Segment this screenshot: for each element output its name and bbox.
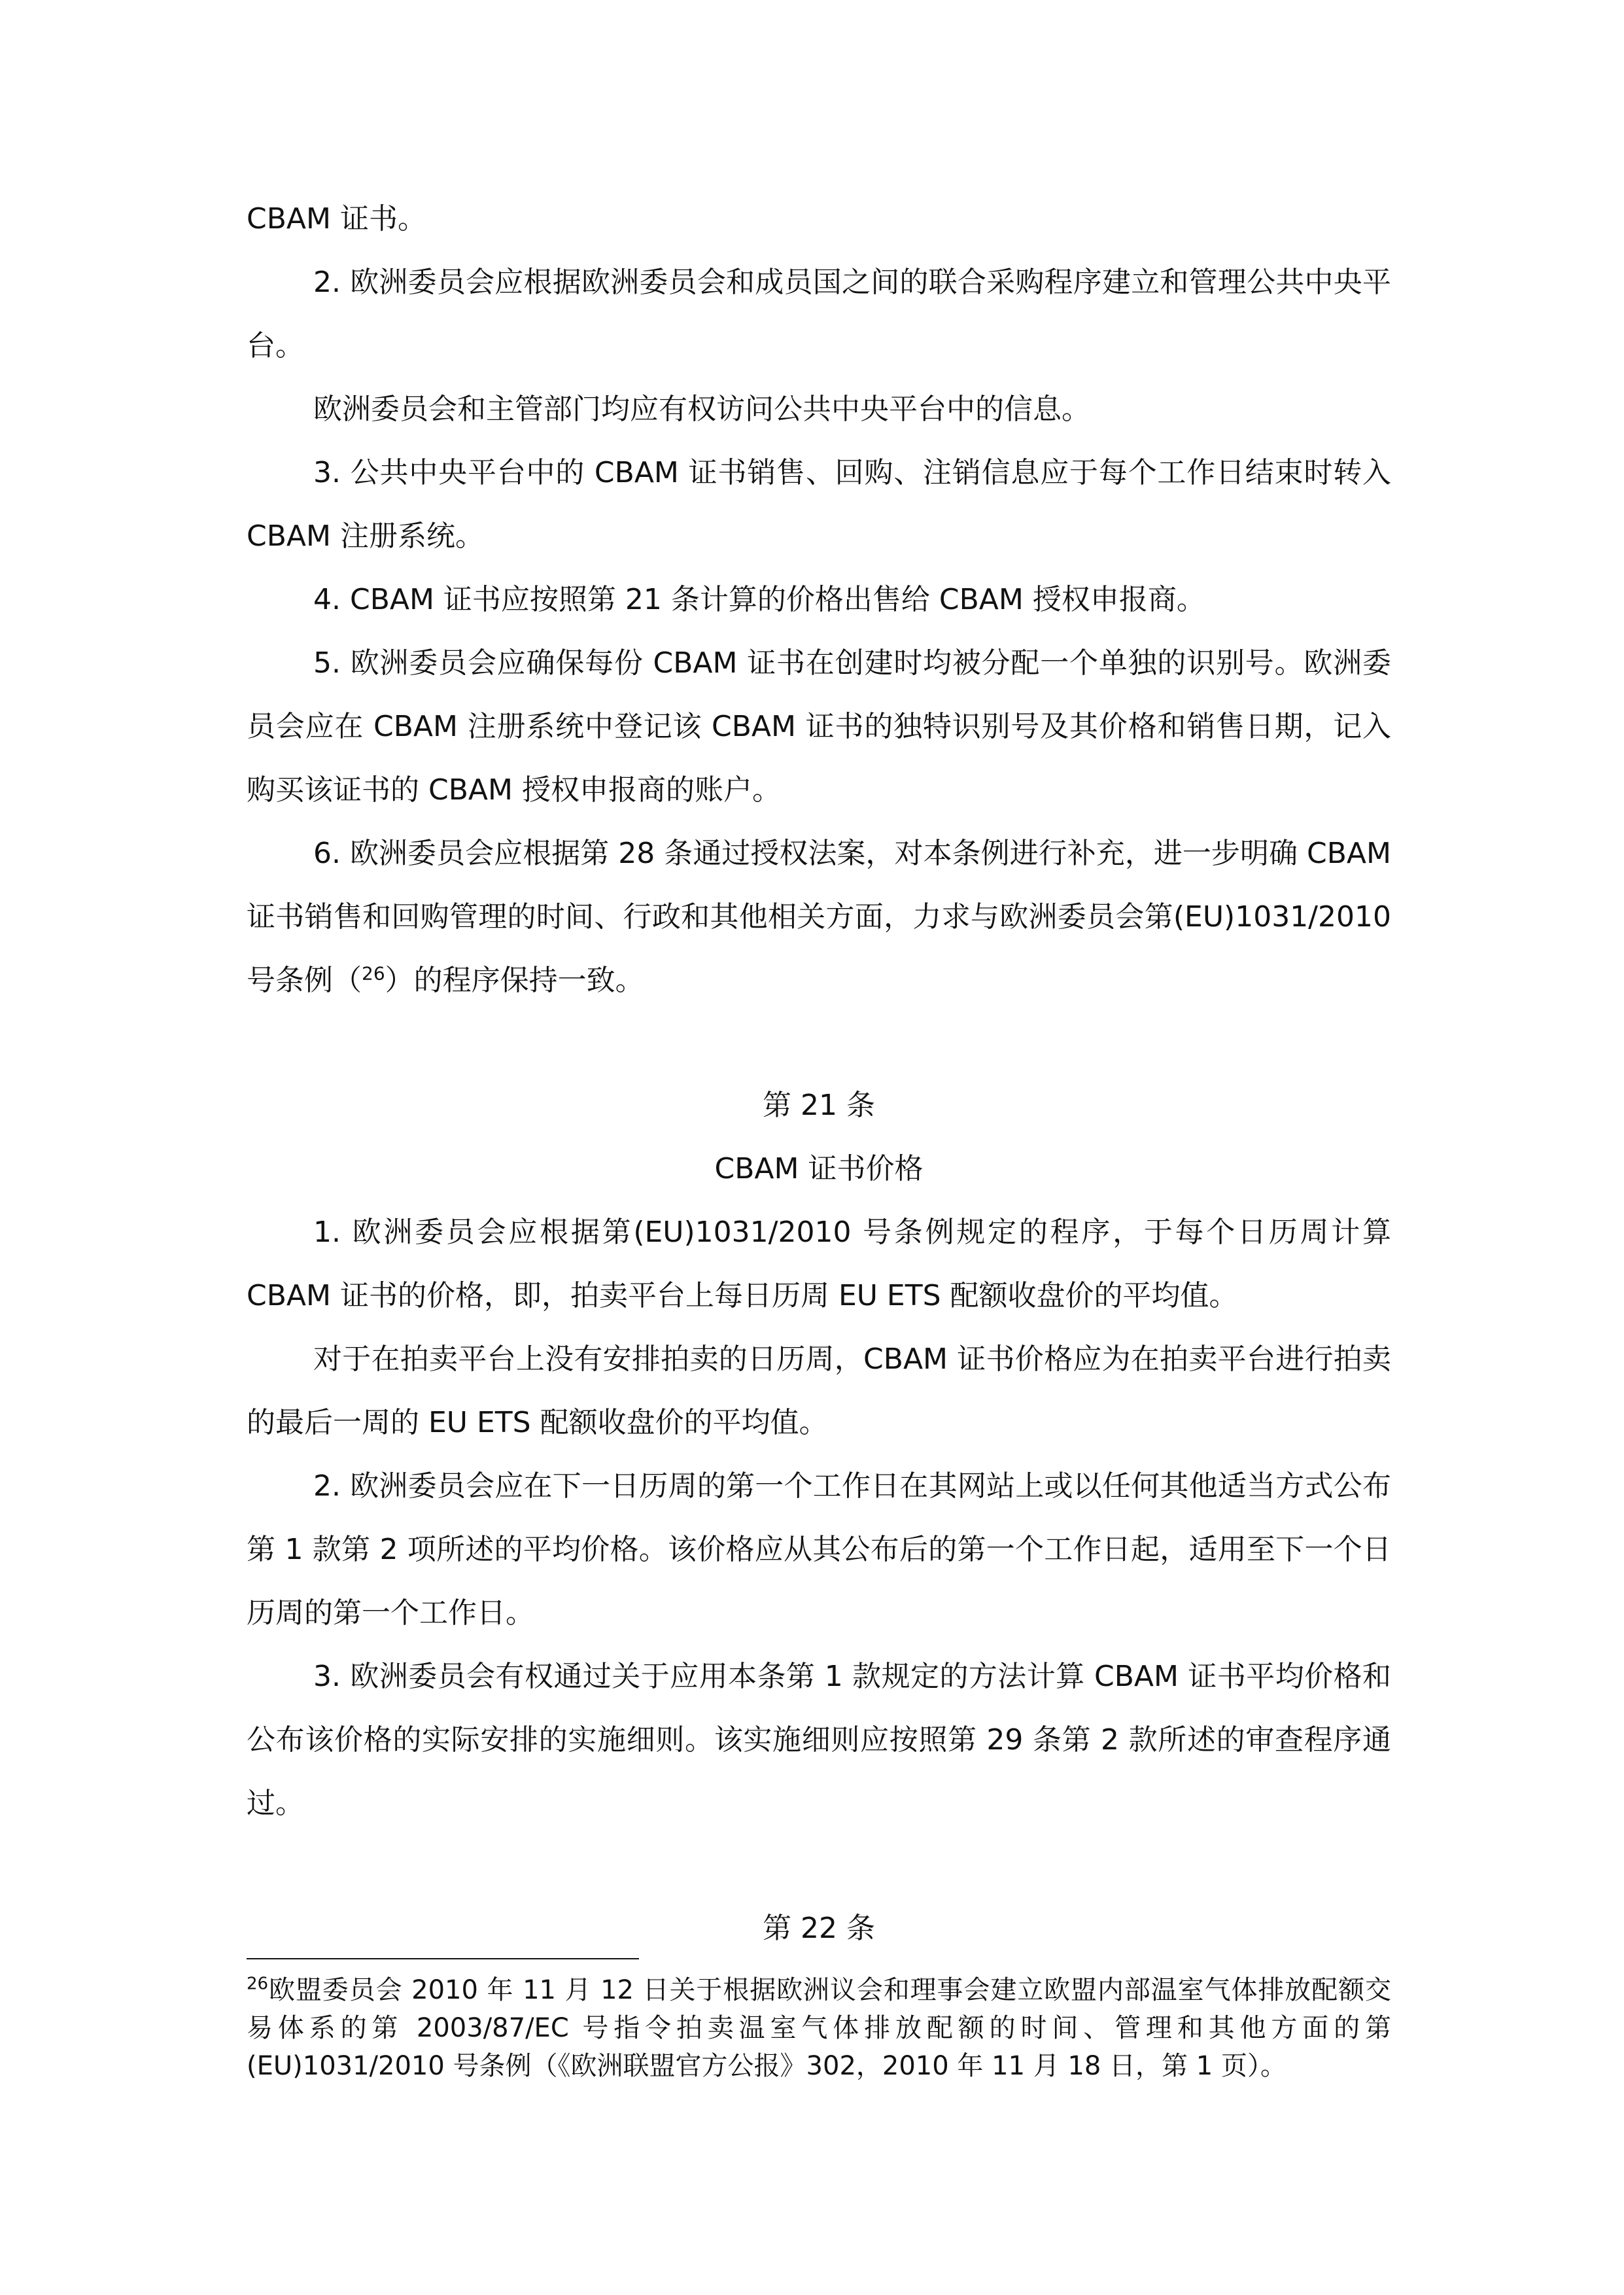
paragraph-continuation: CBAM 证书。 <box>247 202 426 236</box>
footnote-26 <box>247 1971 1391 2085</box>
footnote <box>247 1971 1391 2085</box>
footnote-reference[interactable]: 26 <box>362 962 385 985</box>
paragraph-5: 5. 欧洲委员会应确保每份 CBAM 证书在创建时均被分配一个单独的识别号。欧洲委员会应在 CBAM 注册系统中登记该 CBAM 证书的独特识别号及其价格和销售日期，记入购买该证书的 CBAM 授权申报商的账户。 <box>247 646 1391 807</box>
article-21-title: CBAM 证书价格 <box>714 1152 924 1185</box>
article-21-paragraph-3: 3. 欧洲委员会有权通过关于应用本条第 1 款规定的方法计算 CBAM 证书平均价格和公布该价格的实际安排的实施细则。该实施细则应按照第 29 条第 2 款所述的审查程序通过。 <box>247 1660 1391 1820</box>
footnote-number: 26 <box>247 1974 269 1994</box>
footnote-text: 欧盟委员会 2010 年 11 月 12 日关于根据欧洲议会和理事会建立欧盟内部温室气体排放配额交易体系的第 2003/87/EC 号指令拍卖温室气体排放配额的时间、管理和其他方面的第(EU)1031/2010 号条例（《欧洲联盟官方公报》302，2010 年 11 月 18 日，第 1 页）。 <box>247 1975 1391 2081</box>
footnote-divider <box>247 1958 639 1959</box>
article-21-paragraph-2: 2. 欧洲委员会应在下一日历周的第一个工作日在其网站上或以任何其他适当方式公布第 1 款第 2 项所述的平均价格。该价格应从其公布后的第一个工作日起，适用至下一个日历周的第一个工作日。 <box>247 1469 1391 1630</box>
paragraph-3: 3. 公共中央平台中的 CBAM 证书销售、回购、注销信息应于每个工作日结束时转入 CBAM 注册系统。 <box>247 456 1391 553</box>
paragraph-4: 4. CBAM 证书应按照第 21 条计算的价格出售给 CBAM 授权申报商。 <box>313 583 1205 616</box>
main-text <box>247 187 1391 1960</box>
article-21-paragraph-1-sub: 对于在拍卖平台上没有安排拍卖的日历周，CBAM 证书价格应为在拍卖平台进行拍卖的最后一周的 EU ETS 配额收盘价的平均值。 <box>247 1342 1391 1439</box>
article-21-paragraph-1: 1. 欧洲委员会应根据第(EU)1031/2010 号条例规定的程序，于每个日历周计算 CBAM 证书的价格，即，拍卖平台上每日历周 EU ETS 配额收盘价的平均值。 <box>247 1216 1391 1312</box>
paragraph-6-text: 6. 欧洲委员会应根据第 28 条通过授权法案，对本条例进行补充，进一步明确 CBAM 证书销售和回购管理的时间、行政和其他相关方面，力求与欧洲委员会第(EU)1031/2010 号条例（ <box>247 837 1391 997</box>
article-21-number: 第 21 条 <box>763 1089 875 1122</box>
paragraph-6-text-end: ）的程序保持一致。 <box>385 964 644 997</box>
paragraph-2-sub: 欧洲委员会和主管部门均应有权访问公共中央平台中的信息。 <box>313 393 1090 426</box>
article-22-number: 第 22 条 <box>763 1912 875 1945</box>
paragraph-6 <box>247 822 1391 1012</box>
paragraph-2: 2. 欧洲委员会应根据欧洲委员会和成员国之间的联合采购程序建立和管理公共中央平台。 <box>247 266 1391 362</box>
